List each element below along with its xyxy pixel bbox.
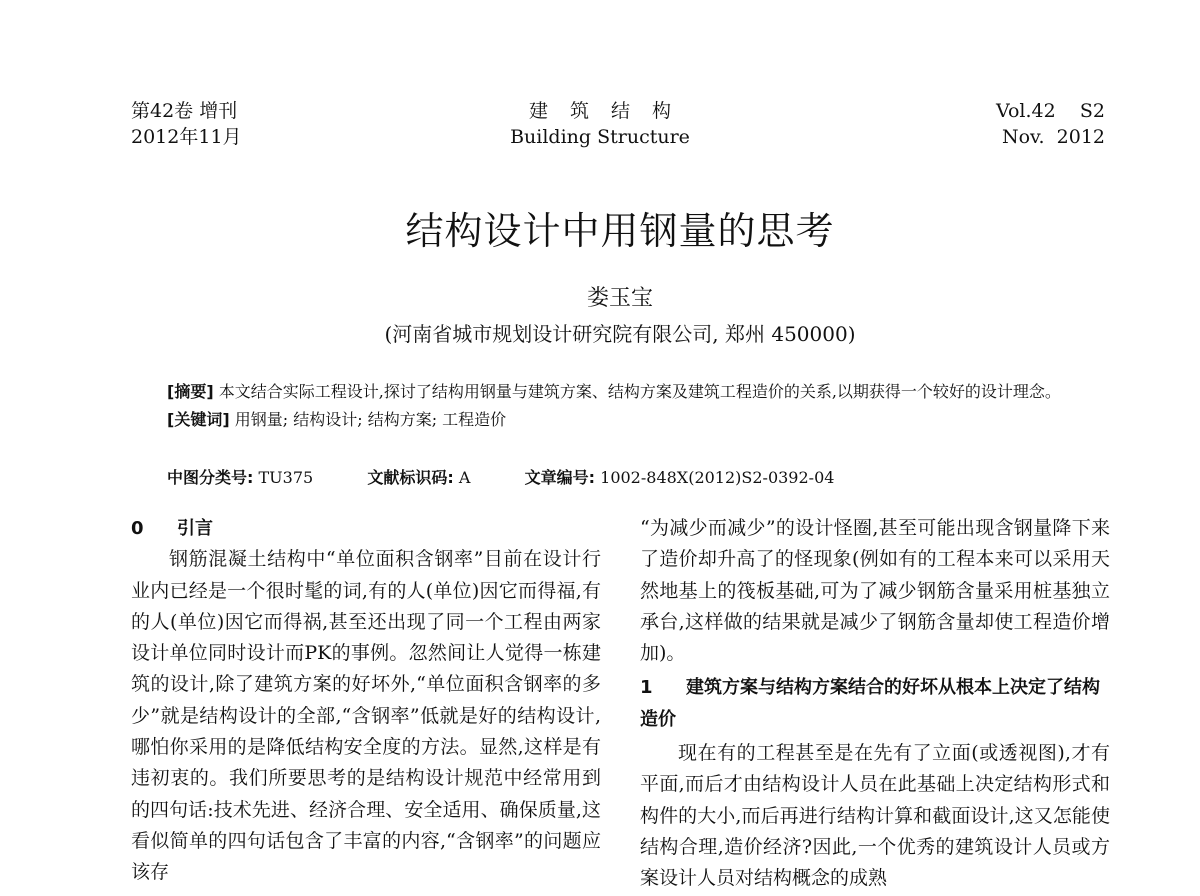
- volume-issue-en: Vol.42 S2: [996, 100, 1105, 122]
- continuation-paragraph: “为减少而减少”的设计怪圈,甚至可能出现含钢量降下来了造价却升高了的怪现象(例如有的工程本来可以采用天然地基上的筏板基础,可为了减少钢筋含量采用桩基独立承台,这样做的结果就是减少了钢筋含量却使工程造价增加)。: [640, 517, 1110, 665]
- classification-line: [167, 464, 834, 492]
- section-0-heading: [131, 513, 601, 544]
- running-header-right: [996, 98, 1105, 150]
- volume-issue-cn: 第42卷 增刊: [131, 100, 238, 122]
- journal-name-en: Building Structure: [510, 126, 690, 148]
- left-column: [131, 513, 601, 889]
- abstract-label: [摘要]: [167, 382, 214, 401]
- journal-name-cn: 建筑结构: [528, 100, 693, 122]
- section-0-number: 0: [131, 518, 144, 539]
- abstract-block: [167, 378, 1087, 434]
- article-number-value: 1002-848X(2012)S2-0392-04: [600, 468, 835, 487]
- article-number-label: 文章编号:: [524, 468, 596, 487]
- date-cn: 2012年11月: [131, 126, 242, 148]
- section-0-title: 引言: [177, 518, 213, 539]
- doc-code-value: A: [458, 468, 471, 487]
- right-column: [640, 513, 1110, 895]
- author-affiliation: (河南省城市规划设计研究院有限公司, 郑州 450000): [384, 322, 856, 346]
- paper-author: 娄玉宝: [586, 286, 653, 311]
- section-1-heading: [640, 672, 1110, 735]
- keywords-label: [关键词]: [167, 410, 230, 429]
- keywords-text: 用钢量; 结构设计; 结构方案; 工程造价: [234, 410, 507, 429]
- doc-code-label: 文献标识码:: [367, 468, 454, 487]
- abstract: [167, 378, 1087, 406]
- clc-label: 中图分类号:: [167, 468, 254, 487]
- paper-title: 结构设计中用钢量的思考: [405, 209, 835, 253]
- date-en: Nov. 2012: [1001, 126, 1105, 148]
- keywords: [167, 406, 1087, 434]
- abstract-text: 本文结合实际工程设计,探讨了结构用钢量与建筑方案、结构方案及建筑工程造价的关系,以期获得一个较好的设计理念。: [218, 382, 1061, 401]
- section-0-paragraph: 钢筋混凝土结构中“单位面积含钢率”目前在设计行业内已经是一个很时髦的词,有的人(单位)因它而得福,有的人(单位)因它而得祸,甚至还出现了同一个工程由两家设计单位同时设计而PK的事例。忽然间让人觉得一栋建筑的设计,除了建筑方案的好坏外,“单位面积含钢率的多少”就是结构设计的全部,“含钢率”低就是好的结构设计,哪怕你采用的是降低结构安全度的方法。显然,这样是有违初衷的。我们所要思考的是结构设计规范中经常用到的四句话:技术先进、经济合理、安全适用、确保质量,这看似简单的四句话包含了丰富的内容,“含钢率”的问题应该存: [131, 548, 601, 884]
- section-1-title: 建筑方案与结构方案结合的好坏从根本上决定了结构造价: [640, 677, 1100, 730]
- section-1-paragraph: 现在有的工程甚至是在先有了立面(或透视图),才有平面,而后才由结构设计人员在此基础上决定结构形式和构件的大小,而后再进行结构计算和截面设计,这又怎能使结构合理,造价经济?因此,一个优秀的建筑设计人员或方案设计人员对结构概念的成熟: [640, 742, 1110, 890]
- section-1-number: 1: [640, 677, 653, 699]
- clc-value: TU375: [258, 468, 314, 487]
